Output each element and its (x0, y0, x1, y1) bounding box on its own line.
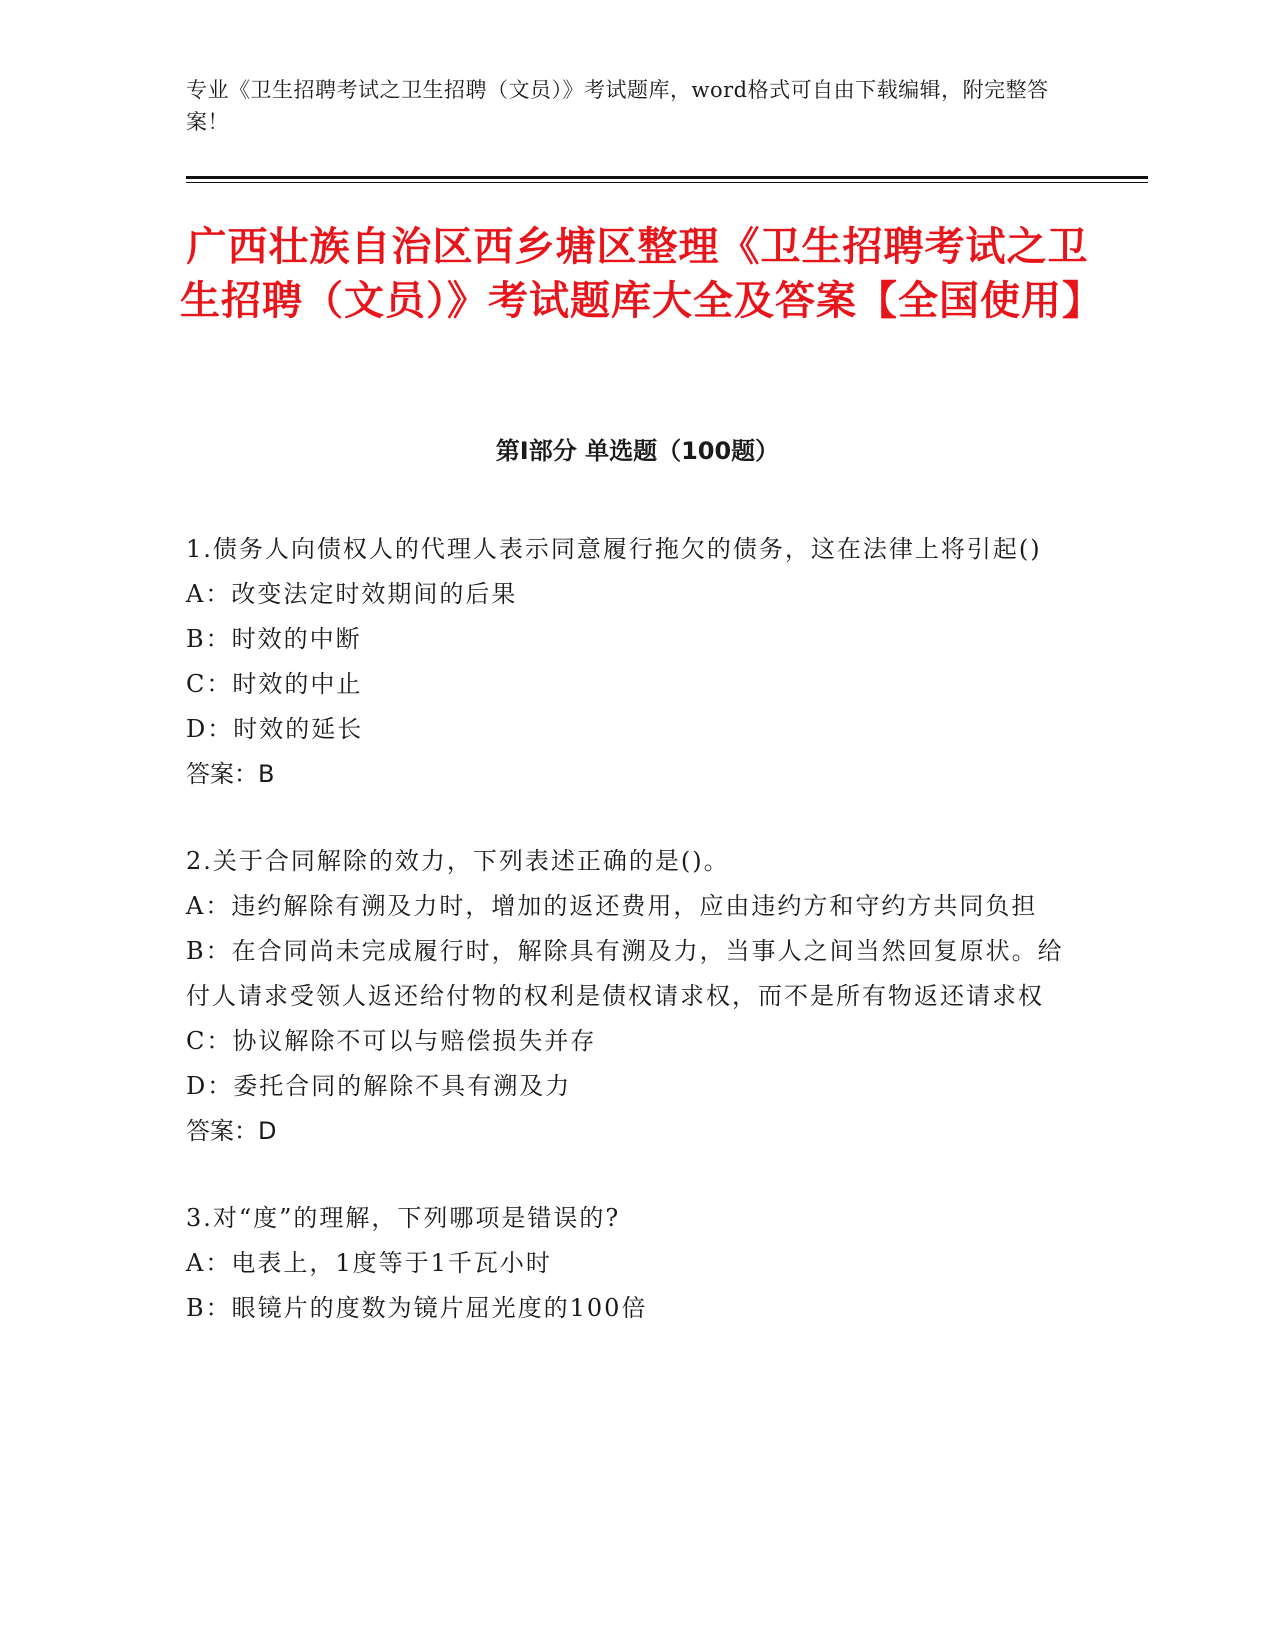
question-list (186, 527, 1066, 1373)
option-a: A：违约解除有溯及力时，增加的返还费用，应由违约方和守约方共同负担 (186, 892, 1038, 920)
answer: 答案：B (186, 760, 275, 788)
option-b: B：时效的中断 (186, 625, 362, 653)
question-stem: 2.关于合同解除的效力，下列表述正确的是()。 (186, 847, 730, 875)
question-3 (186, 1196, 1066, 1331)
question-stem: 1.债务人向债权人的代理人表示同意履行拖欠的债务，这在法律上将引起() (186, 535, 1042, 563)
header-note: 专业《卫生招聘考试之卫生招聘（文员）》考试题库，word格式可自由下载编辑，附完整答案！ (186, 78, 1049, 134)
option-c: C：协议解除不可以与赔偿损失并存 (186, 1027, 597, 1055)
option-b: B：在合同尚未完成履行时，解除具有溯及力，当事人之间当然回复原状。给付人请求受领人返还给付物的权利是债权请求权，而不是所有物返还请求权 (186, 937, 1064, 1010)
header-divider-thick (186, 176, 1148, 179)
option-c: C：时效的中止 (186, 670, 363, 698)
option-d: D：时效的延长 (186, 715, 364, 743)
section-heading: 第Ⅰ部分 单选题（100题） (495, 437, 780, 465)
question-2 (186, 839, 1066, 1154)
option-b: B：眼镜片的度数为镜片屈光度的100倍 (186, 1294, 648, 1322)
answer: 答案：D (186, 1117, 277, 1145)
question-1 (186, 527, 1066, 797)
document-title: 广西壮族自治区西乡塘区整理《卫生招聘考试之卫生招聘（文员）》考试题库大全及答案【全国使用】 (180, 224, 1103, 324)
option-d: D：委托合同的解除不具有溯及力 (186, 1072, 572, 1100)
option-a: A：改变法定时效期间的后果 (186, 580, 518, 608)
option-a: A：电表上，1度等于1千瓦小时 (186, 1249, 552, 1277)
question-stem: 3.对“度”的理解，下列哪项是错误的? (186, 1204, 621, 1232)
header-divider-thin (186, 182, 1148, 183)
